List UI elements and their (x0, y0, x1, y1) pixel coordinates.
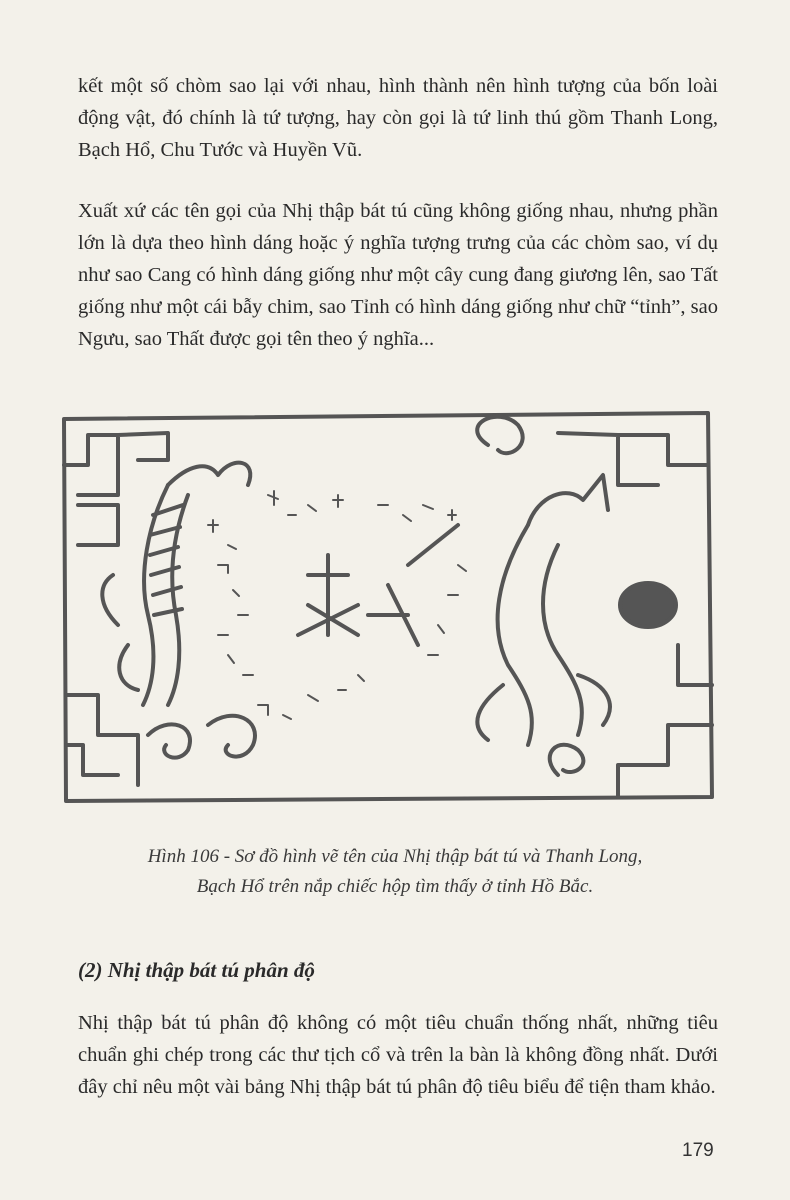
dragon-thanh-long (143, 485, 188, 705)
corner-fret-top-left (64, 433, 168, 495)
page-number: 179 (682, 1140, 714, 1161)
section-heading: (2) Nhị thập bát tú phân độ (78, 958, 315, 982)
figure-caption-line1: Hình 106 - Sơ đồ hình vẽ tên của Nhị thập bát tú và Thanh Long, (147, 846, 643, 867)
star-name-glyphs (208, 491, 466, 719)
central-glyph-dou (298, 555, 358, 635)
corner-fret-bottom-right (618, 645, 712, 797)
paragraph-division-standards: Nhị thập bát tú phân độ không có một tiêu chuẩn thống nhất, những tiêu chuẩn ghi chép trong các thư tịch cổ và trên la bàn là không đồng nhất. Dưới đây chỉ nêu một vài bảng Nhị thập bát tú phân độ tiêu biểu để tiện tham khảo. (78, 1012, 718, 1098)
corner-fret-top-right (558, 433, 708, 485)
moon-disc (620, 583, 676, 627)
lid-diagram-figure (58, 405, 716, 805)
corner-fret-bottom-left (66, 695, 138, 785)
figure-caption-line2: Bạch Hổ trên nắp chiếc hộp tìm thấy ở tỉnh Hồ Bắc. (196, 876, 594, 897)
paragraph-name-origins (78, 163, 718, 355)
paragraph-intro: kết một số chòm sao lại với nhau, hình thành nên hình tượng của bốn loài động vật, đó chính là tứ tượng, hay còn gọi là tứ linh thú gồm Thanh Long, Bạch Hổ, Chu Tước và Huyền Vũ. (78, 75, 718, 161)
figure-border (64, 413, 712, 801)
paragraph-name-origins-text: Xuất xứ các tên gọi của Nhị thập bát tú cũng không giống nhau, nhưng phần lớn là dựa theo hình dáng hoặc ý nghĩa tượng trưng của các chòm sao, ví dụ như sao Cang có hình dáng giống như một cây cung đang giương lên, sao Tất giống như một cái bẫy chim, sao Tỉnh có hình dáng giống như chữ “tỉnh”, sao Ngưu, sao Thất được gọi tên theo ý nghĩa... (78, 200, 718, 350)
tiger-bach-ho (498, 525, 582, 745)
